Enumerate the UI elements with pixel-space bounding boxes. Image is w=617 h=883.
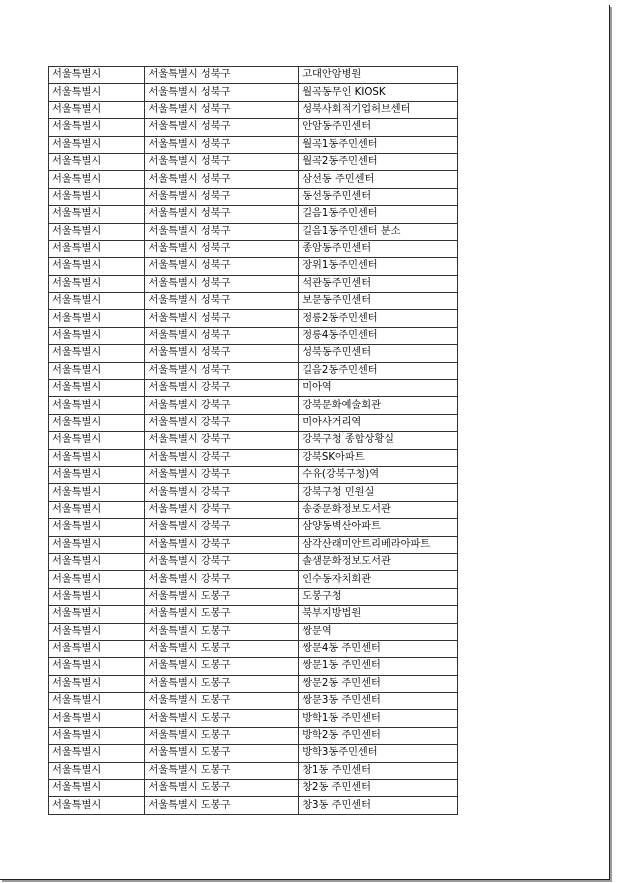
location-cell: 강북문화예술회관 xyxy=(299,397,458,414)
table-row xyxy=(49,484,458,501)
table-row xyxy=(49,501,458,518)
table-row xyxy=(49,206,458,223)
table-row xyxy=(49,380,458,397)
table-row xyxy=(49,588,458,605)
table-row xyxy=(49,240,458,257)
city-cell: 서울특별시 xyxy=(49,675,145,692)
district-cell: 서울특별시 성북구 xyxy=(145,101,299,118)
district-cell: 서울특별시 도봉구 xyxy=(145,710,299,727)
district-cell: 서울특별시 강북구 xyxy=(145,432,299,449)
district-cell: 서울특별시 강북구 xyxy=(145,553,299,570)
city-cell: 서울특별시 xyxy=(49,414,145,431)
location-cell: 미아역 xyxy=(299,380,458,397)
district-cell: 서울특별시 도봉구 xyxy=(145,640,299,657)
location-cell: 쌍문역 xyxy=(299,623,458,640)
district-cell: 서울특별시 도봉구 xyxy=(145,797,299,814)
city-cell: 서울특별시 xyxy=(49,327,145,344)
table-row xyxy=(49,310,458,327)
table-row xyxy=(49,710,458,727)
city-cell: 서울특별시 xyxy=(49,658,145,675)
district-cell: 서울특별시 도봉구 xyxy=(145,762,299,779)
table-row xyxy=(49,345,458,362)
city-cell: 서울특별시 xyxy=(49,588,145,605)
city-cell: 서울특별시 xyxy=(49,345,145,362)
location-cell: 석관동주민센터 xyxy=(299,275,458,292)
location-cell: 정릉2동주민센터 xyxy=(299,310,458,327)
district-cell: 서울특별시 강북구 xyxy=(145,536,299,553)
table-row xyxy=(49,258,458,275)
location-cell: 창3동 주민센터 xyxy=(299,797,458,814)
location-cell: 송중문화정보도서관 xyxy=(299,501,458,518)
table-row xyxy=(49,327,458,344)
table-row xyxy=(49,536,458,553)
location-cell: 성북동주민센터 xyxy=(299,345,458,362)
location-cell: 방학1동 주민센터 xyxy=(299,710,458,727)
location-cell: 장위1동주민센터 xyxy=(299,258,458,275)
district-cell: 서울특별시 성북구 xyxy=(145,345,299,362)
district-cell: 서울특별시 도봉구 xyxy=(145,658,299,675)
table-row xyxy=(49,762,458,779)
table-row xyxy=(49,780,458,797)
table-row xyxy=(49,275,458,292)
city-cell: 서울특별시 xyxy=(49,449,145,466)
table-row xyxy=(49,571,458,588)
city-cell: 서울특별시 xyxy=(49,466,145,483)
district-cell: 서울특별시 강북구 xyxy=(145,449,299,466)
table-row xyxy=(49,449,458,466)
district-cell: 서울특별시 도봉구 xyxy=(145,675,299,692)
district-cell: 서울특별시 성북구 xyxy=(145,223,299,240)
city-cell: 서울특별시 xyxy=(49,484,145,501)
district-cell: 서울특별시 성북구 xyxy=(145,275,299,292)
table-row xyxy=(49,223,458,240)
district-cell: 서울특별시 성북구 xyxy=(145,171,299,188)
table-row xyxy=(49,675,458,692)
district-cell: 서울특별시 강북구 xyxy=(145,380,299,397)
district-cell: 서울특별시 성북구 xyxy=(145,362,299,379)
table-row xyxy=(49,693,458,710)
city-cell: 서울특별시 xyxy=(49,223,145,240)
location-cell: 솔샘문화정보도서관 xyxy=(299,553,458,570)
location-cell: 창1동 주민센터 xyxy=(299,762,458,779)
table-row xyxy=(49,119,458,136)
city-cell: 서울특별시 xyxy=(49,432,145,449)
table-row xyxy=(49,432,458,449)
city-cell: 서울특별시 xyxy=(49,188,145,205)
table-row xyxy=(49,414,458,431)
location-cell: 길음2동주민센터 xyxy=(299,362,458,379)
document-page xyxy=(0,5,610,880)
table-row xyxy=(49,658,458,675)
city-cell: 서울특별시 xyxy=(49,710,145,727)
district-cell: 서울특별시 성북구 xyxy=(145,327,299,344)
location-cell: 창2동 주민센터 xyxy=(299,780,458,797)
table-row xyxy=(49,745,458,762)
city-cell: 서울특별시 xyxy=(49,623,145,640)
table-row xyxy=(49,84,458,101)
location-cell: 길음1동주민센터 분소 xyxy=(299,223,458,240)
location-cell: 방학3동주민센터 xyxy=(299,745,458,762)
location-cell: 월곡1동주민센터 xyxy=(299,136,458,153)
city-cell: 서울특별시 xyxy=(49,501,145,518)
location-cell: 동선동주민센터 xyxy=(299,188,458,205)
table-row xyxy=(49,727,458,744)
city-cell: 서울특별시 xyxy=(49,101,145,118)
city-cell: 서울특별시 xyxy=(49,206,145,223)
district-cell: 서울특별시 강북구 xyxy=(145,466,299,483)
table-row xyxy=(49,67,458,84)
city-cell: 서울특별시 xyxy=(49,293,145,310)
district-cell: 서울특별시 성북구 xyxy=(145,188,299,205)
district-cell: 서울특별시 성북구 xyxy=(145,153,299,170)
district-cell: 서울특별시 도봉구 xyxy=(145,745,299,762)
city-cell: 서울특별시 xyxy=(49,745,145,762)
district-cell: 서울특별시 도봉구 xyxy=(145,727,299,744)
location-cell: 쌍문4동 주민센터 xyxy=(299,640,458,657)
table-row xyxy=(49,101,458,118)
city-cell: 서울특별시 xyxy=(49,606,145,623)
location-cell: 월곡동무인 KIOSK xyxy=(299,84,458,101)
location-cell: 수유(강북구청)역 xyxy=(299,466,458,483)
table-row xyxy=(49,188,458,205)
city-cell: 서울특별시 xyxy=(49,553,145,570)
location-cell: 쌍문1동 주민센터 xyxy=(299,658,458,675)
city-cell: 서울특별시 xyxy=(49,258,145,275)
table-row xyxy=(49,397,458,414)
district-cell: 서울특별시 강북구 xyxy=(145,414,299,431)
location-cell: 삼선동 주민센터 xyxy=(299,171,458,188)
data-table xyxy=(48,66,458,815)
table-row xyxy=(49,640,458,657)
table-row xyxy=(49,153,458,170)
location-cell: 월곡2동주민센터 xyxy=(299,153,458,170)
district-cell: 서울특별시 강북구 xyxy=(145,501,299,518)
district-cell: 서울특별시 성북구 xyxy=(145,67,299,84)
table-row xyxy=(49,553,458,570)
location-cell: 삼각산래미안트리베라아파트 xyxy=(299,536,458,553)
table-row xyxy=(49,623,458,640)
district-cell: 서울특별시 도봉구 xyxy=(145,693,299,710)
location-cell: 도봉구청 xyxy=(299,588,458,605)
district-cell: 서울특별시 성북구 xyxy=(145,310,299,327)
district-cell: 서울특별시 성북구 xyxy=(145,136,299,153)
city-cell: 서울특별시 xyxy=(49,310,145,327)
district-cell: 서울특별시 강북구 xyxy=(145,484,299,501)
table-row xyxy=(49,606,458,623)
city-cell: 서울특별시 xyxy=(49,119,145,136)
city-cell: 서울특별시 xyxy=(49,67,145,84)
district-cell: 서울특별시 도봉구 xyxy=(145,606,299,623)
location-cell: 정릉4동주민센터 xyxy=(299,327,458,344)
city-cell: 서울특별시 xyxy=(49,397,145,414)
city-cell: 서울특별시 xyxy=(49,84,145,101)
location-cell: 성북사회적기업허브센터 xyxy=(299,101,458,118)
city-cell: 서울특별시 xyxy=(49,571,145,588)
district-cell: 서울특별시 성북구 xyxy=(145,84,299,101)
city-cell: 서울특별시 xyxy=(49,780,145,797)
location-cell: 길음1동주민센터 xyxy=(299,206,458,223)
location-cell: 삼양동벽산아파트 xyxy=(299,519,458,536)
city-cell: 서울특별시 xyxy=(49,240,145,257)
city-cell: 서울특별시 xyxy=(49,153,145,170)
table-row xyxy=(49,171,458,188)
city-cell: 서울특별시 xyxy=(49,797,145,814)
city-cell: 서울특별시 xyxy=(49,171,145,188)
location-cell: 미아사거리역 xyxy=(299,414,458,431)
table-body xyxy=(49,67,458,815)
location-cell: 강북SK아파트 xyxy=(299,449,458,466)
district-cell: 서울특별시 도봉구 xyxy=(145,623,299,640)
location-cell: 방학2동 주민센터 xyxy=(299,727,458,744)
location-cell: 쌍문3동 주민센터 xyxy=(299,693,458,710)
district-cell: 서울특별시 성북구 xyxy=(145,293,299,310)
table-row xyxy=(49,519,458,536)
table-row xyxy=(49,797,458,814)
location-cell: 종암동주민센터 xyxy=(299,240,458,257)
location-cell: 고대안암병원 xyxy=(299,67,458,84)
district-cell: 서울특별시 성북구 xyxy=(145,119,299,136)
location-cell: 쌍문2동 주민센터 xyxy=(299,675,458,692)
city-cell: 서울특별시 xyxy=(49,536,145,553)
city-cell: 서울특별시 xyxy=(49,519,145,536)
district-cell: 서울특별시 강북구 xyxy=(145,571,299,588)
table-row xyxy=(49,362,458,379)
table-row xyxy=(49,293,458,310)
city-cell: 서울특별시 xyxy=(49,727,145,744)
city-cell: 서울특별시 xyxy=(49,762,145,779)
district-cell: 서울특별시 도봉구 xyxy=(145,588,299,605)
city-cell: 서울특별시 xyxy=(49,275,145,292)
city-cell: 서울특별시 xyxy=(49,640,145,657)
district-cell: 서울특별시 강북구 xyxy=(145,397,299,414)
location-cell: 강북구청 민원실 xyxy=(299,484,458,501)
location-cell: 인수동자치회관 xyxy=(299,571,458,588)
location-cell: 북부지방법원 xyxy=(299,606,458,623)
district-cell: 서울특별시 성북구 xyxy=(145,206,299,223)
district-cell: 서울특별시 성북구 xyxy=(145,240,299,257)
location-cell: 안암동주민센터 xyxy=(299,119,458,136)
district-cell: 서울특별시 강북구 xyxy=(145,519,299,536)
district-cell: 서울특별시 도봉구 xyxy=(145,780,299,797)
location-cell: 보문동주민센터 xyxy=(299,293,458,310)
city-cell: 서울특별시 xyxy=(49,362,145,379)
location-cell: 강북구청 종합상황실 xyxy=(299,432,458,449)
city-cell: 서울특별시 xyxy=(49,380,145,397)
table-row xyxy=(49,466,458,483)
district-cell: 서울특별시 성북구 xyxy=(145,258,299,275)
table-row xyxy=(49,136,458,153)
city-cell: 서울특별시 xyxy=(49,693,145,710)
city-cell: 서울특별시 xyxy=(49,136,145,153)
